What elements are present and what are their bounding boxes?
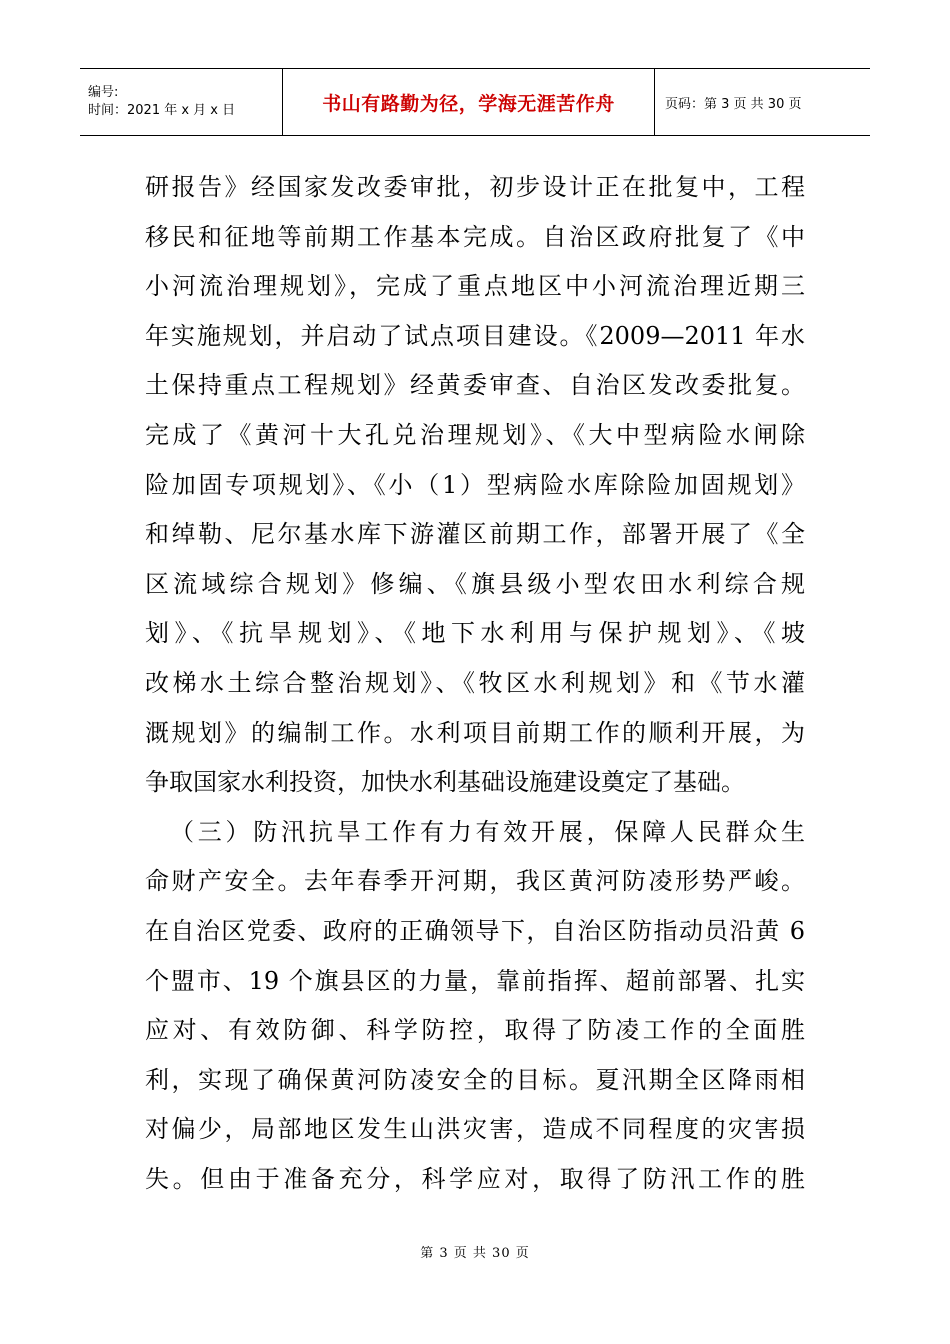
header-motto: 书山有路勤为径，学海无涯苦作舟	[322, 92, 615, 115]
page-header	[80, 68, 870, 136]
body-line: 移民和征地等前期工作基本完成。自治区政府批复了《中	[145, 222, 805, 251]
body-line: 命财产安全。去年春季开河期，我区黄河防凌形势严峻。	[145, 867, 805, 896]
body-line: 改梯水土综合整治规划》、《牧区水利规划》和《节水灌	[145, 668, 805, 697]
body-line: 完成了《黄河十大孔兑治理规划》、《大中型病险水闸除	[145, 420, 805, 449]
body-line: 险加固专项规划》、《小（1）型病险水库除险加固规划》	[145, 470, 805, 499]
body-line: 土保持重点工程规划》经黄委审查、自治区发改委批复。	[145, 371, 805, 400]
body-line: 小河流治理规划》，完成了重点地区中小河流治理近期三	[145, 272, 805, 301]
footer-page-number: 第 3 页 共 30 页	[420, 1246, 530, 1261]
body-line: 和绰勒、尼尔基水库下游灌区前期工作，部署开展了《全	[145, 520, 805, 549]
body-line: 应对、有效防御、科学防控，取得了防凌工作的全面胜	[145, 1016, 805, 1045]
body-line: 研报告》经国家发改委审批，初步设计正在批复中，工程	[145, 173, 805, 201]
header-meta	[80, 69, 283, 135]
document-date-label: 时间：2021 年 x 月 x 日	[88, 103, 236, 118]
body-line: 在自治区党委、政府的正确领导下，自治区防指动员沿黄 6	[145, 916, 805, 945]
body-line: 划》、《抗旱规划》、《地下水利用与保护规划》、《坡	[145, 619, 805, 648]
document-number-label: 编号:	[88, 85, 119, 100]
page-footer	[0, 1242, 950, 1261]
body-line: 年实施规划，并启动了试点项目建设。《2009—2011 年水	[145, 321, 805, 350]
header-motto-cell	[283, 69, 655, 135]
section-heading-line: （三）防汛抗旱工作有力有效开展，保障人民群众生	[170, 817, 805, 846]
body-line: 利，实现了确保黄河防凌安全的目标。夏汛期全区降雨相	[145, 1065, 805, 1094]
body-line: 溉规划》的编制工作。水利项目前期工作的顺利开展，为	[145, 718, 805, 747]
body-line: 失。但由于准备充分，科学应对，取得了防汛工作的胜	[145, 1164, 805, 1193]
header-page-info: 页码：第 3 页 共 30 页	[665, 96, 802, 112]
header-page-info-cell	[655, 69, 870, 135]
document-body	[145, 163, 805, 1204]
body-line: 区流域综合规划》修编、《旗县级小型农田水利综合规	[145, 569, 805, 598]
body-line: 争取国家水利投资，加快水利基础设施建设奠定了基础。	[145, 768, 745, 797]
body-line: 对偏少，局部地区发生山洪灾害，造成不同程度的灾害损	[145, 1115, 805, 1144]
body-line: 个盟市、19 个旗县区的力量，靠前指挥、超前部署、扎实	[145, 966, 805, 995]
